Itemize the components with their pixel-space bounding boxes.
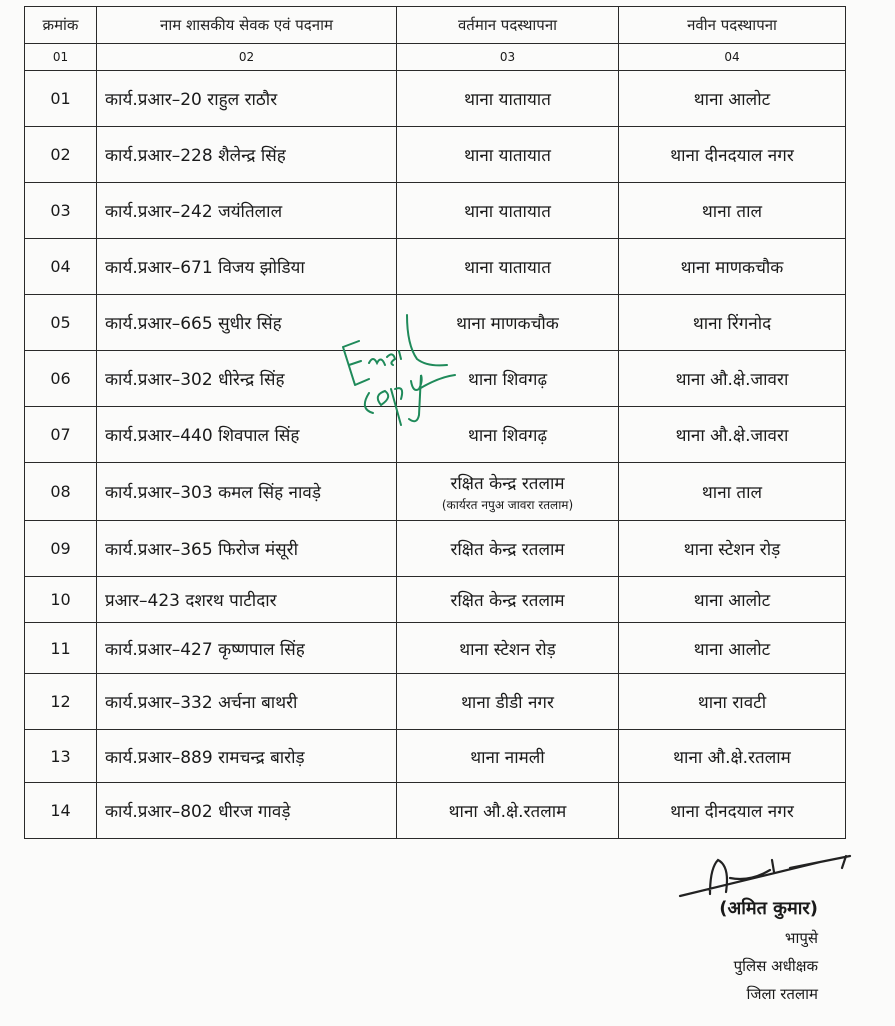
column-number: 03 xyxy=(397,44,619,71)
cell-current-posting: थाना माणकचौक xyxy=(397,295,619,351)
table-row xyxy=(25,730,846,783)
signature-block xyxy=(640,848,830,1018)
column-number-row xyxy=(25,44,846,71)
table-row xyxy=(25,521,846,577)
cell-sno: 02 xyxy=(25,127,97,183)
cell-sno: 11 xyxy=(25,623,97,674)
cell-name: कार्य.प्रआर–242 जयंतिलाल xyxy=(97,183,397,239)
table-row xyxy=(25,127,846,183)
cell-new-posting: थाना आलोट xyxy=(619,577,846,623)
table-row xyxy=(25,783,846,839)
signer-district: जिला रतलाम xyxy=(746,985,818,1003)
cell-sno: 13 xyxy=(25,730,97,783)
cell-current-posting: थाना नामली xyxy=(397,730,619,783)
column-number: 04 xyxy=(619,44,846,71)
transfer-table xyxy=(24,6,846,839)
cell-new-posting: थाना स्टेशन रोड़ xyxy=(619,521,846,577)
cell-sno: 01 xyxy=(25,71,97,127)
table-row xyxy=(25,351,846,407)
cell-name: कार्य.प्रआर–802 धीरज गावड़े xyxy=(97,783,397,839)
cell-sno: 12 xyxy=(25,674,97,730)
stamp-text: Email xyxy=(325,285,328,286)
cell-current-posting: थाना यातायात xyxy=(397,239,619,295)
table-row xyxy=(25,463,846,521)
cell-name: कार्य.प्रआर–302 धीरेन्द्र सिंह xyxy=(97,351,397,407)
cell-sno: 09 xyxy=(25,521,97,577)
table-row xyxy=(25,674,846,730)
column-number: 02 xyxy=(97,44,397,71)
cell-new-posting: थाना रिंगनोद xyxy=(619,295,846,351)
cell-name: कार्य.प्रआर–20 राहुल राठौर xyxy=(97,71,397,127)
cell-new-posting: थाना ताल xyxy=(619,463,846,521)
cell-new-posting: थाना औ.क्षे.रतलाम xyxy=(619,730,846,783)
header-current-posting: वर्तमान पदस्थापना xyxy=(397,7,619,44)
cell-current-posting: रक्षित केन्द्र रतलाम xyxy=(397,521,619,577)
header-row xyxy=(25,7,846,44)
cell-new-posting: थाना माणकचौक xyxy=(619,239,846,295)
cell-sno: 14 xyxy=(25,783,97,839)
table-row xyxy=(25,407,846,463)
cell-new-posting: थाना औ.क्षे.जावरा xyxy=(619,351,846,407)
cell-current-posting: थाना यातायात xyxy=(397,183,619,239)
cell-current-posting: थाना यातायात xyxy=(397,127,619,183)
table-row xyxy=(25,71,846,127)
table-row xyxy=(25,183,846,239)
current-posting-note: (कार्यरत नपुअ जावरा रतलाम) xyxy=(441,497,574,512)
cell-sno: 08 xyxy=(25,463,97,521)
cell-name: कार्य.प्रआर–889 रामचन्द्र बारोड़ xyxy=(97,730,397,783)
cell-sno: 07 xyxy=(25,407,97,463)
cell-current-posting: रक्षित केन्द्र रतलाम xyxy=(397,577,619,623)
cell-new-posting: थाना दीनदयाल नगर xyxy=(619,783,846,839)
cell-name: कार्य.प्रआर–303 कमल सिंह नावड़े xyxy=(97,463,397,521)
cell-new-posting: थाना आलोट xyxy=(619,71,846,127)
cell-new-posting: थाना ताल xyxy=(619,183,846,239)
cell-name: प्रआर–423 दशरथ पाटीदार xyxy=(97,577,397,623)
header-new-posting: नवीन पदस्थापना xyxy=(619,7,846,44)
cell-current-posting: थाना यातायात xyxy=(397,71,619,127)
table-row xyxy=(25,295,846,351)
cell-new-posting: थाना दीनदयाल नगर xyxy=(619,127,846,183)
cell-name: कार्य.प्रआर–365 फिरोज मंसूरी xyxy=(97,521,397,577)
table-row xyxy=(25,239,846,295)
cell-name: कार्य.प्रआर–665 सुधीर सिंह xyxy=(97,295,397,351)
cell-name: कार्य.प्रआर–440 शिवपाल सिंह xyxy=(97,407,397,463)
signer-designation: पुलिस अधीक्षक xyxy=(733,957,818,975)
cell-new-posting: थाना रावटी xyxy=(619,674,846,730)
cell-name: कार्य.प्रआर–671 विजय झोडिया xyxy=(97,239,397,295)
cell-sno: 03 xyxy=(25,183,97,239)
header-name: नाम शासकीय सेवक एवं पदनाम xyxy=(97,7,397,44)
header-sno: क्रमांक xyxy=(25,7,97,44)
cell-sno: 05 xyxy=(25,295,97,351)
cell-current-posting: थाना शिवगढ़ xyxy=(397,407,619,463)
cell-sno: 10 xyxy=(25,577,97,623)
cell-sno: 06 xyxy=(25,351,97,407)
cell-current-posting: थाना डीडी नगर xyxy=(397,674,619,730)
signer-service: भापुसे xyxy=(784,929,818,947)
cell-current-posting: थाना शिवगढ़ xyxy=(397,351,619,407)
cell-current-posting: थाना औ.क्षे.रतलाम xyxy=(397,783,619,839)
signer-name: (अमित कुमार) xyxy=(719,898,818,919)
current-posting-text: रक्षित केन्द्र रतलाम xyxy=(450,473,565,494)
cell-sno: 04 xyxy=(25,239,97,295)
cell-new-posting: थाना आलोट xyxy=(619,623,846,674)
cell-new-posting: थाना औ.क्षे.जावरा xyxy=(619,407,846,463)
cell-name: कार्य.प्रआर–427 कृष्णपाल सिंह xyxy=(97,623,397,674)
cell-current-posting: थाना स्टेशन रोड़ xyxy=(397,623,619,674)
cell-name: कार्य.प्रआर–228 शैलेन्द्र सिंह xyxy=(97,127,397,183)
table-row xyxy=(25,577,846,623)
table-row xyxy=(25,623,846,674)
column-number: 01 xyxy=(25,44,97,71)
cell-current-posting xyxy=(397,463,619,521)
cell-name: कार्य.प्रआर–332 अर्चना बाथरी xyxy=(97,674,397,730)
